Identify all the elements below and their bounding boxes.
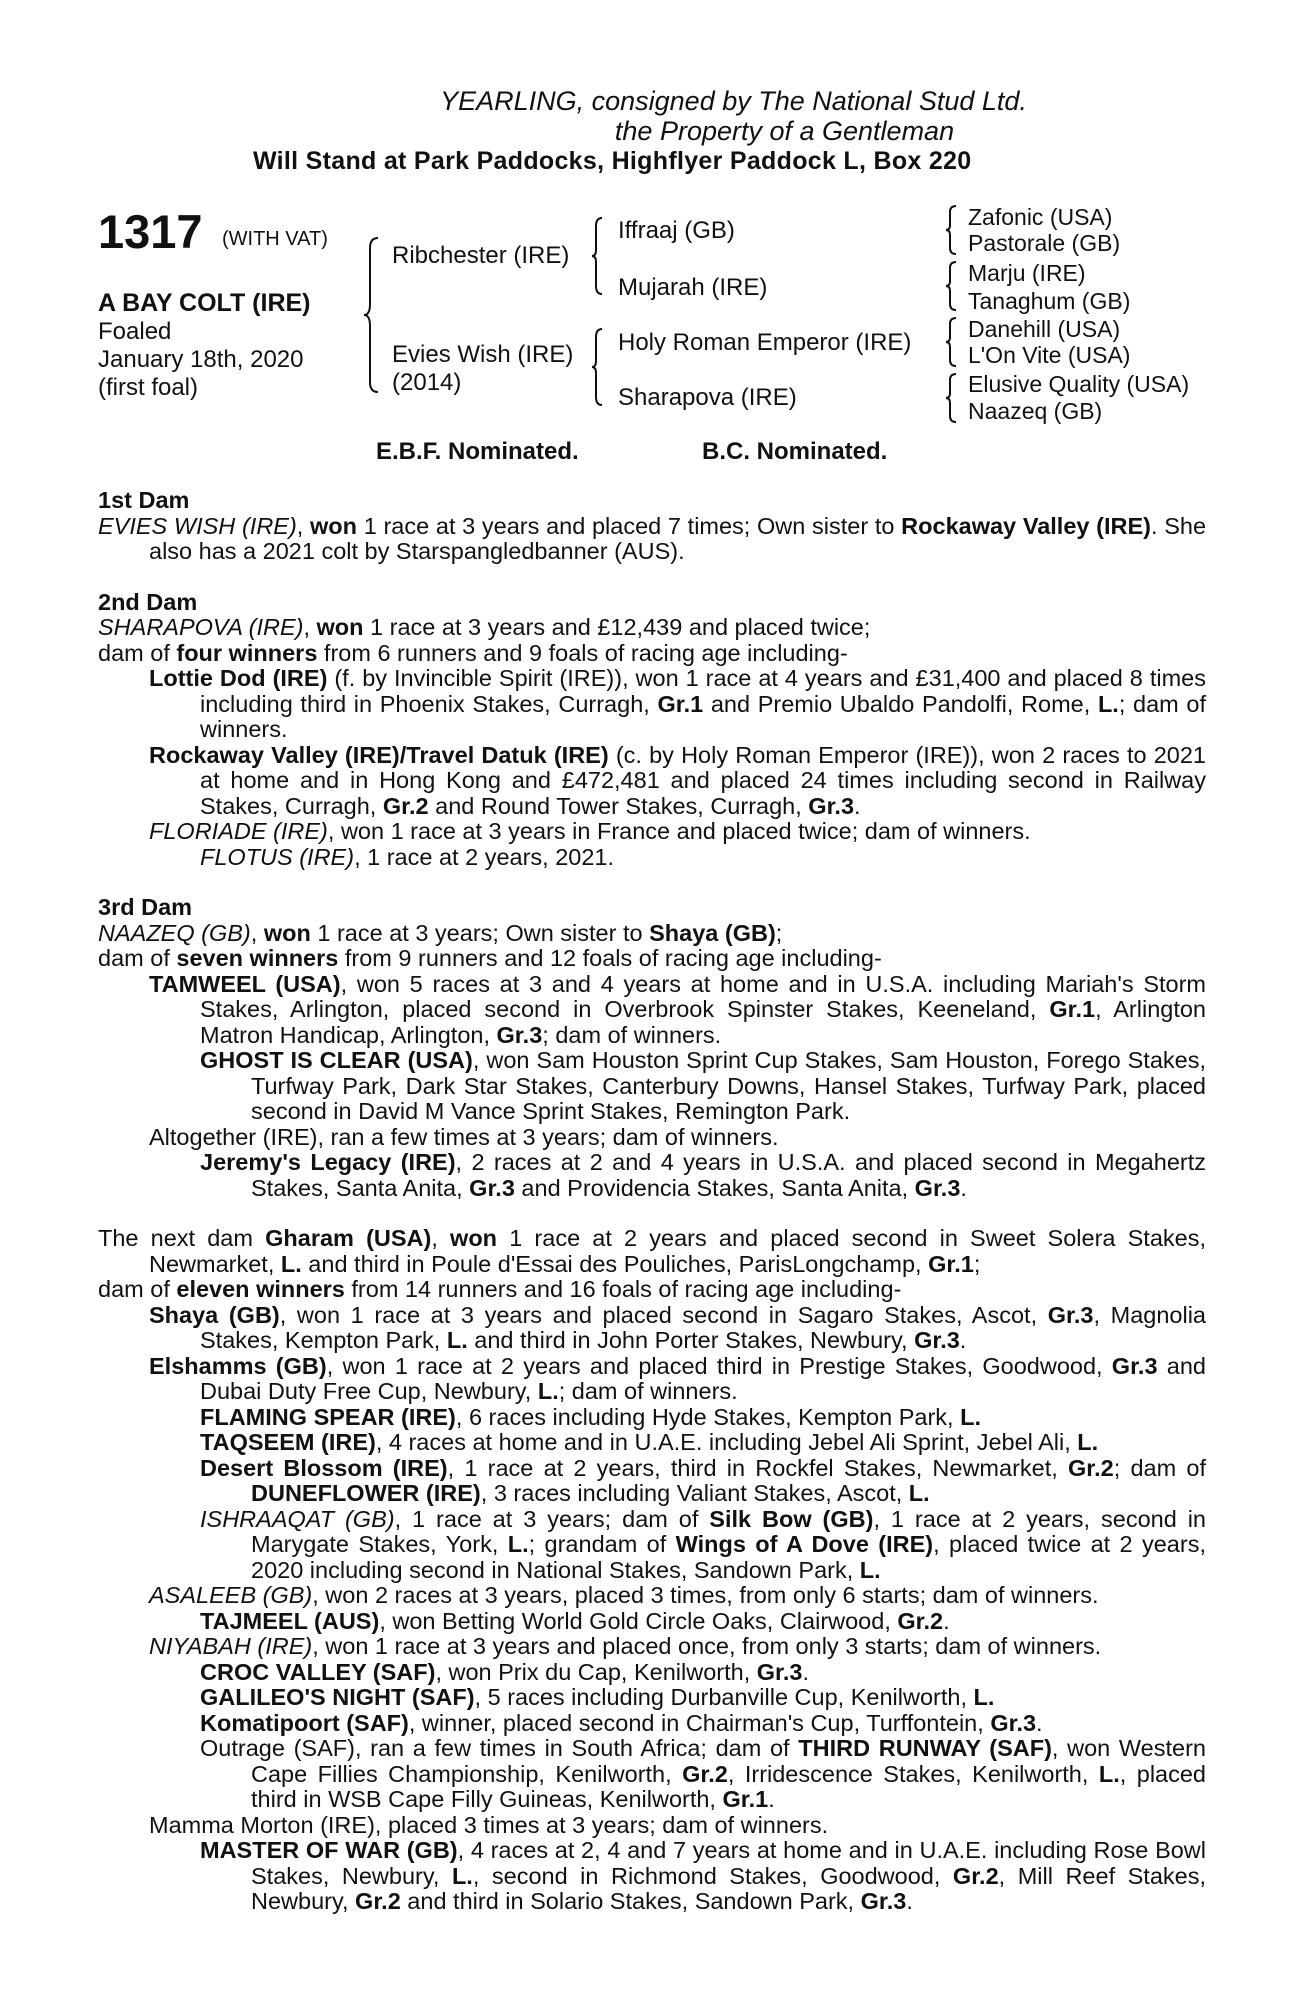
pedigree-dam-year: (2014) <box>392 369 462 396</box>
produce-ghost-is-clear: GHOST IS CLEAR (USA), won Sam Houston Sprint Cup Stakes, Sam Houston, Forego Stakes, Turfway Park, Dark Star Stakes, Canterbury Downs, Hansel Stakes, Turfway Park, placed second in David M Vance Sprint Stakes, Remington Park. <box>200 1047 1207 1124</box>
produce-taqseem: TAQSEEM (IRE), 4 races at home and in U.A.E. including Jebel Ali Sprint, Jebel Ali, L. <box>200 1429 1099 1455</box>
produce-flotus: FLOTUS (IRE), 1 race at 2 years, 2021. <box>200 843 615 870</box>
bc-nomination: B.C. Nominated. <box>702 438 888 465</box>
first-dam-heading: 1st Dam <box>98 487 190 513</box>
produce-outrage: Outrage (SAF), ran a few times in South Africa; dam of THIRD RUNWAY (SAF), won Western Cape Fillies Championship, Kenilworth, Gr.2, Irridescence Stakes, Kenilworth, L., placed third in WSB Cape Filly Guineas, Kenilworth, Gr.1. <box>200 1735 1206 1812</box>
first-dam-entry: EVIES WISH (IRE), won 1 race at 3 years and placed 7 times; Own sister to Rockaway Valley (IRE). She also has a 2021 colt by Starspangledbanner (AUS). <box>98 512 1207 564</box>
third-dam-heading: 3rd Dam <box>98 894 193 920</box>
pedigree-g2: Pastorale (GB) <box>968 230 1121 256</box>
pedigree-g7: Elusive Quality (USA) <box>968 371 1190 397</box>
pedigree-sire-sire: Iffraaj (GB) <box>618 217 735 244</box>
foal-note: (first foal) <box>98 374 199 401</box>
produce-galileos-night: GALILEO'S NIGHT (SAF), 5 races including Durbanville Cup, Kenilworth, L. <box>200 1684 995 1710</box>
second-dam-produce: dam of four winners from 6 runners and 9 foals of racing age including- <box>98 639 848 666</box>
produce-lottie-dod: Lottie Dod (IRE) (f. by Invincible Spirit (IRE)), won 1 race at 4 years and £31,400 and placed 8 times including third in Phoenix Stakes, Curragh, Gr.1 and Premio Ubaldo Pandolfi, Rome, L.; dam of winners. <box>149 665 1206 742</box>
ebf-nomination: E.B.F. Nominated. <box>376 438 579 465</box>
produce-jeremys-legacy: Jeremy's Legacy (IRE), 2 races at 2 and 4 years in U.S.A. and placed second in Megahertz Stakes, Santa Anita, Gr.3 and Providencia Stakes, Santa Anita, Gr.3. <box>200 1149 1206 1201</box>
third-dam-entry: NAAZEQ (GB), won 1 race at 3 years; Own sister to Shaya (GB); <box>98 919 783 946</box>
produce-ishraaqat: ISHRAAQAT (GB), 1 race at 3 years; dam of Silk Bow (GB), 1 race at 2 years, second in Marygate Stakes, York, L.; grandam of Wings of A Dove (IRE), placed twice at 2 years, 2020 including second in National Stakes, Sandown Park, L. <box>200 1505 1206 1583</box>
produce-tamweel: TAMWEEL (USA), won 5 races at 3 and 4 years at home and in U.S.A. including Mariah's Storm Stakes, Arlington, placed second in Overbrook Spinster Stakes, Keeneland, Gr.1, Arlington Matron Handicap, Arlington, Gr.3; dam of winners. <box>149 970 1206 1048</box>
foaled-date: January 18th, 2020 <box>98 346 304 373</box>
stabling-line: Will Stand at Park Paddocks, Highflyer Paddock L, Box 220 <box>253 147 972 175</box>
produce-master-of-war: MASTER OF WAR (GB), 4 races at 2, 4 and 7 years at home and in U.A.E. including Rose Bowl Stakes, Newbury, L., second in Richmond Stakes, Goodwood, Gr.2, Mill Reef Stakes, Newbury, Gr.2 and third in Solario Stakes, Sandown Park, Gr.3. <box>200 1837 1206 1914</box>
produce-desert-blossom: Desert Blossom (IRE), 1 race at 2 years, third in Rockfel Stakes, Newmarket, Gr.2; dam of DUNEFLOWER (IRE), 3 races including Valiant Stakes, Ascot, L. <box>200 1454 1206 1506</box>
produce-rockaway-valley: Rockaway Valley (IRE)/Travel Datuk (IRE) (c. by Holy Roman Emperor (IRE)), won 2 races to 2021 at home and in Hong Kong and £472,481 and placed 24 times including second in Railway Stakes, Curragh, Gr.2 and Round Tower Stakes, Curragh, Gr.3. <box>149 741 1206 819</box>
pedigree-dam-dam: Sharapova (IRE) <box>618 384 797 411</box>
pedigree-sire: Ribchester (IRE) <box>392 242 570 269</box>
pedigree-g6: L'On Vite (USA) <box>968 342 1131 368</box>
produce-croc-valley: CROC VALLEY (SAF), won Prix du Cap, Kenilworth, Gr.3. <box>200 1658 810 1685</box>
produce-niyabah: NIYABAH (IRE), won 1 race at 3 years and placed once, from only 3 starts; dam of winners. <box>149 1633 1102 1659</box>
produce-floriade: FLORIADE (IRE), won 1 race at 3 years in France and placed twice; dam of winners. <box>149 818 1031 844</box>
produce-tajmeel: TAJMEEL (AUS), won Betting World Gold Circle Oaks, Clairwood, Gr.2. <box>200 1607 950 1634</box>
pedigree-brace-sire <box>590 216 604 296</box>
produce-asaleeb: ASALEEB (GB), won 2 races at 3 years, placed 3 times, from only 6 starts; dam of winners. <box>149 1582 1099 1608</box>
second-dam-heading: 2nd Dam <box>98 588 198 615</box>
second-dam-entry: SHARAPOVA (IRE), won 1 race at 3 years and £12,439 and placed twice; <box>98 614 871 640</box>
produce-elshamms: Elshamms (GB), won 1 race at 2 years and placed third in Prestige Stakes, Goodwood, Gr.3 and Dubai Duty Free Cup, Newbury, L.; dam of winners. <box>149 1352 1206 1404</box>
pedigree-g8: Naazeq (GB) <box>968 398 1103 424</box>
pedigree-g1: Zafonic (USA) <box>968 204 1113 230</box>
vat-note: (WITH VAT) <box>222 228 328 250</box>
produce-altogether: Altogether (IRE), ran a few times at 3 years; dam of winners. <box>149 1123 779 1150</box>
third-dam-produce: dam of seven winners from 9 runners and 12 foals of racing age including- <box>98 945 882 971</box>
produce-mamma-morton: Mamma Morton (IRE), placed 3 times at 3 years; dam of winners. <box>149 1811 829 1838</box>
pedigree-dam: Evies Wish (IRE) <box>392 341 574 368</box>
pedigree-brace-gd1 <box>944 204 958 256</box>
next-dam-entry: The next dam Gharam (USA), won 1 race at 2 years and placed second in Sweet Solera Stakes, Newmarket, L. and third in Poule d'Essai des Pouliches, ParisLongchamp, Gr.1; <box>98 1225 1206 1277</box>
pedigree-brace-gd2 <box>944 260 958 312</box>
consignor-line: YEARLING, consigned by The National Stud Ltd. <box>440 86 1027 116</box>
pedigree-g3: Marju (IRE) <box>968 260 1086 286</box>
produce-record <box>98 488 1206 1915</box>
property-line: the Property of a Gentleman <box>614 116 955 146</box>
pedigree-brace-dam <box>590 327 604 407</box>
pedigree-g5: Danehill (USA) <box>968 316 1121 342</box>
next-dam-produce: dam of eleven winners from 14 runners and 16 foals of racing age including- <box>98 1276 902 1302</box>
pedigree-brace-main <box>362 236 380 394</box>
horse-title: A BAY COLT (IRE) <box>98 289 311 317</box>
lot-number: 1317 <box>98 205 203 258</box>
pedigree-dam-sire: Holy Roman Emperor (IRE) <box>618 329 912 356</box>
pedigree-brace-gd3 <box>944 316 958 368</box>
produce-shaya: Shaya (GB), won 1 race at 3 years and placed second in Sagaro Stakes, Ascot, Gr.3, Magnolia Stakes, Kempton Park, L. and third in John Porter Stakes, Newbury, Gr.3. <box>149 1301 1206 1353</box>
produce-flaming-spear: FLAMING SPEAR (IRE), 6 races including Hyde Stakes, Kempton Park, L. <box>200 1403 981 1430</box>
foaled-label: Foaled <box>98 318 172 345</box>
pedigree-brace-gd4 <box>944 372 958 424</box>
pedigree-sire-dam: Mujarah (IRE) <box>618 274 768 301</box>
pedigree-g4: Tanaghum (GB) <box>968 288 1131 314</box>
produce-komatipoort: Komatipoort (SAF), winner, placed second in Chairman's Cup, Turffontein, Gr.3. <box>200 1709 1043 1736</box>
